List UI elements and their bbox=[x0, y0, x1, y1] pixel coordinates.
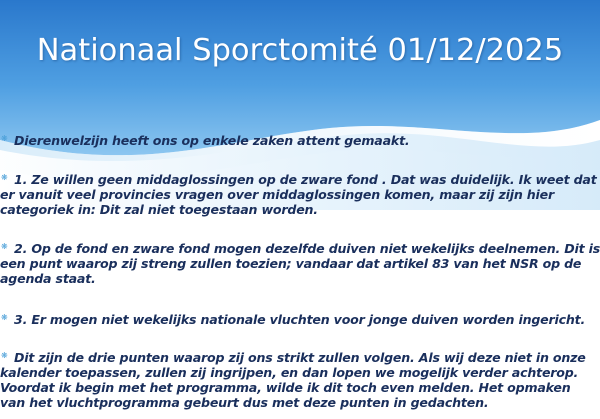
bullet-line: van het vluchtprogramma gebeurt dus met deze punten in gedachten. bbox=[0, 395, 489, 410]
bullet-line: 1. Ze willen geen middaglossingen op de zware fond . Dat was duidelijk. Ik weet dat bbox=[14, 172, 597, 187]
bullet-line: 3. Er mogen niet wekelijks nationale vluchten voor jonge duiven worden ingericht. bbox=[14, 312, 586, 327]
bullet-icon: ❋ bbox=[1, 313, 8, 322]
bullet-icon: ❋ bbox=[1, 351, 8, 360]
bullet-text bbox=[14, 133, 598, 148]
bullet-line: categoriek in: Dit zal niet toegestaan worden. bbox=[0, 202, 318, 217]
bullet-line: Dierenwelzijn heeft ons op enkele zaken attent gemaakt. bbox=[14, 133, 410, 148]
bullet-line: agenda staat. bbox=[0, 271, 96, 286]
bullet-line: kalender toepassen, zullen zij ingrijpen, en dan lopen we mogelijk verder achterop. bbox=[0, 365, 579, 380]
bullet-icon: ❋ bbox=[1, 173, 8, 182]
bullet-line: een punt waarop zij streng zullen toezien; vandaar dat artikel 83 van het NSR op de bbox=[0, 256, 582, 271]
bullet-text bbox=[0, 172, 598, 217]
bullet-text bbox=[0, 241, 600, 286]
bullet-line: 2. Op de fond en zware fond mogen dezelfde duiven niet wekelijks deelnemen. Dit is bbox=[14, 241, 600, 256]
bullet-line: er vanuit veel provincies vragen over middaglossingen komen, maar zij zijn hier bbox=[0, 187, 555, 202]
slide-title: Nationaal Sporctomité 01/12/2025 bbox=[36, 33, 564, 68]
bullet-line: Dit zijn de drie punten waarop zij ons strikt zullen volgen. Als wij deze niet in onze bbox=[14, 350, 586, 365]
bullet-line: Voordat ik begin met het programma, wilde ik dit toch even melden. Het opmaken bbox=[0, 380, 571, 395]
bullet-icon: ❋ bbox=[1, 134, 8, 143]
bullet-text bbox=[0, 350, 598, 410]
bullet-icon: ❋ bbox=[1, 242, 8, 251]
bullet-text bbox=[14, 312, 598, 327]
